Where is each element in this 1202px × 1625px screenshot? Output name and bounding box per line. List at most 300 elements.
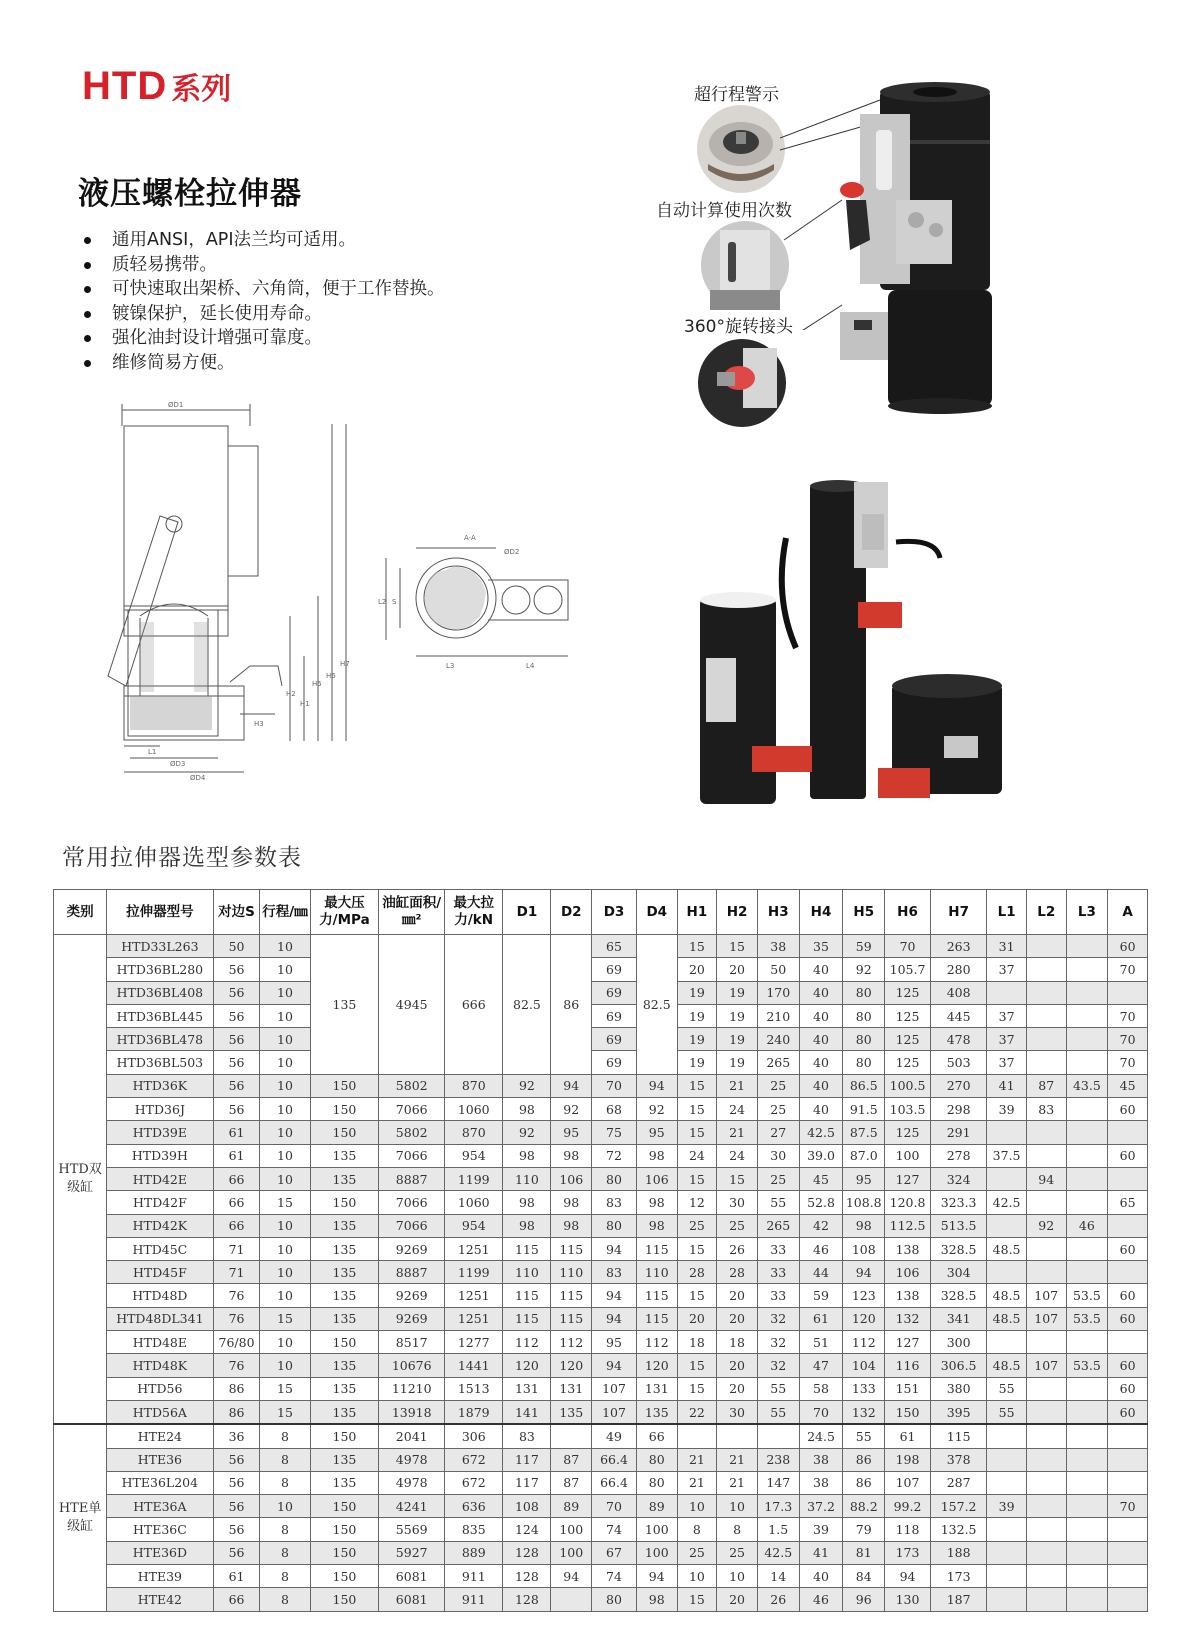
table-cell: 37 [987,958,1027,981]
table-cell: 135 [310,1167,379,1190]
table-cell: 30 [757,1144,799,1167]
table-cell [1066,1098,1108,1121]
table-cell: 10 [260,1121,310,1144]
table-cell: 1251 [445,1307,503,1330]
table-cell: 28 [717,1261,758,1284]
table-row [54,1191,1148,1214]
callout-overtravel: 超行程警示 [694,85,779,105]
table-cell: 128 [503,1565,551,1588]
table-header-cell: H1 [677,890,717,935]
table-cell: 87.0 [843,1144,885,1167]
table-cell: 132.5 [930,1518,986,1541]
table-cell: 128 [503,1588,551,1611]
callout-swivel: 360°旋转接头 [684,317,793,337]
table-cell: 70 [1108,958,1148,981]
table-cell [1066,1191,1108,1214]
table-cell: 107 [592,1377,637,1400]
table-row [54,1051,1148,1074]
table-cell: 8 [260,1424,310,1448]
table-cell: 100 [551,1518,592,1541]
table-cell: 81 [843,1541,885,1564]
table-cell: 15 [677,1377,717,1400]
table-cell: 123 [843,1284,885,1307]
table-cell: 104 [843,1354,885,1377]
table-cell: 19 [717,1004,758,1027]
table-cell: 10 [260,1237,310,1260]
feature-item: 通用ANSI，API法兰均可适用。 [80,228,445,253]
table-cell: 94 [843,1261,885,1284]
table-cell: 10 [260,1074,310,1097]
table-cell: 21 [677,1448,717,1471]
table-cell: 70 [1108,1004,1148,1027]
table-cell: 105.7 [885,958,931,981]
table-cell: 115 [503,1237,551,1260]
table-cell: 135 [636,1400,677,1424]
table-cell [1026,1565,1066,1588]
table-cell: 80 [636,1448,677,1471]
table-cell [1108,1541,1148,1564]
table-header-cell: 类别 [54,890,107,935]
table-cell: 17.3 [757,1495,799,1518]
table-cell: HTD48D [107,1284,213,1307]
table-cell: 98 [503,1191,551,1214]
table-cell [1066,1167,1108,1190]
table-cell [1066,1495,1108,1518]
table-cell: 125 [885,1028,931,1051]
table-cell [987,1167,1027,1190]
table-cell: 15 [260,1400,310,1424]
table-cell: 954 [445,1144,503,1167]
table-cell: 445 [930,1004,986,1027]
table-cell: 103.5 [885,1098,931,1121]
table-cell: 33 [757,1237,799,1260]
table-cell: 1277 [445,1331,503,1354]
table-cell: 150 [310,1541,379,1564]
table-cell: 80 [843,1004,885,1027]
table-cell [1026,1144,1066,1167]
table-row [54,935,1148,958]
table-cell: 100 [885,1144,931,1167]
table-cell: 55 [757,1377,799,1400]
table-cell: 56 [213,958,260,981]
table-cell [1066,1518,1108,1541]
table-cell: 92 [503,1121,551,1144]
table-cell: 98 [636,1214,677,1237]
table-cell [987,1331,1027,1354]
table-cell [1066,1261,1108,1284]
table-cell: HTD48E [107,1331,213,1354]
table-cell: 198 [885,1448,931,1471]
table-cell: 37.5 [987,1144,1027,1167]
table-cell: 124 [503,1518,551,1541]
table-cell: 120 [503,1354,551,1377]
table-cell: 147 [757,1471,799,1494]
table-cell: 478 [930,1028,986,1051]
table-row [54,1424,1148,1448]
table-row [54,1495,1148,1518]
table-cell: 56 [213,1471,260,1494]
table-cell: 8 [260,1471,310,1494]
table-cell: 36 [213,1424,260,1448]
table-cell [1108,1448,1148,1471]
table-header-cell: H6 [885,890,931,935]
table-cell: 89 [636,1495,677,1518]
table-cell: 37 [987,1004,1027,1027]
table-cell: 20 [717,1377,758,1400]
table-cell: 15 [677,1098,717,1121]
table-cell: HTD48K [107,1354,213,1377]
table-cell: 48.5 [987,1354,1027,1377]
table-cell [551,1588,592,1611]
table-cell: 40 [799,1565,843,1588]
table-cell [987,1518,1027,1541]
callout-counter: 自动计算使用次数 [656,201,792,221]
table-cell: 10 [260,1144,310,1167]
table-cell: 89 [551,1495,592,1518]
table-cell [987,981,1027,1004]
table-cell: 112.5 [885,1214,931,1237]
overtravel-detail-image [696,104,786,194]
table-cell: 15 [677,1354,717,1377]
table-cell: 187 [930,1588,986,1611]
table-cell: 61 [885,1424,931,1448]
table-cell [1066,1541,1108,1564]
table-cell: 138 [885,1237,931,1260]
table-cell: 115 [551,1284,592,1307]
table-cell: 59 [799,1284,843,1307]
table-cell [1026,1028,1066,1051]
table-cell: 911 [445,1565,503,1588]
table-cell: 40 [799,1074,843,1097]
table-cell: HTD56A [107,1400,213,1424]
table-cell [987,1214,1027,1237]
table-cell: 240 [757,1028,799,1051]
table-cell: 46 [799,1237,843,1260]
table-cell: 238 [757,1448,799,1471]
table-cell: 35 [799,935,843,958]
table-cell: 42.5 [757,1541,799,1564]
table-cell: 41 [799,1541,843,1564]
table-cell: 53.5 [1066,1307,1108,1330]
table-cell: 666 [445,935,503,1075]
table-cell: 8 [717,1518,758,1541]
table-row [54,1074,1148,1097]
table-cell: HTD36J [107,1098,213,1121]
table-header-cell: L1 [987,890,1027,935]
table-header-cell: D1 [503,890,551,935]
table-cell: 68 [592,1098,637,1121]
table-cell: 20 [717,1284,758,1307]
table-cell: 150 [310,1331,379,1354]
table-cell: 306.5 [930,1354,986,1377]
table-cell: 306 [445,1424,503,1448]
table-cell: 135 [310,1144,379,1167]
table-cell [551,1424,592,1448]
table-cell: 127 [885,1331,931,1354]
table-cell: 56 [213,1448,260,1471]
table-cell [1026,1541,1066,1564]
table-cell: 8887 [379,1167,445,1190]
drawing-label-d1: ØD1 [168,401,184,409]
table-cell: 70 [592,1074,637,1097]
page-title: 液压螺栓拉伸器 [78,176,302,212]
table-cell: 87 [1026,1074,1066,1097]
drawing-label-d4: ØD4 [190,774,206,782]
table-row [54,1237,1148,1260]
table-cell: 25 [757,1074,799,1097]
table-row [54,1028,1148,1051]
table-header-cell: H4 [799,890,843,935]
table-cell [1026,1121,1066,1144]
table-header-cell: 行程/㎜ [260,890,310,935]
table-cell: 835 [445,1518,503,1541]
table-cell [1066,1565,1108,1588]
table-cell: 20 [717,1354,758,1377]
table-cell: 15 [677,1284,717,1307]
table-cell: 5802 [379,1121,445,1144]
table-cell: 70 [1108,1051,1148,1074]
table-cell: 94 [636,1565,677,1588]
table-cell: HTD39H [107,1144,213,1167]
table-cell: 59 [843,935,885,958]
table-cell: 84 [843,1565,885,1588]
table-cell: 20 [717,958,758,981]
table-cell: 76 [213,1284,260,1307]
table-cell: 112 [503,1331,551,1354]
table-cell: HTD56 [107,1377,213,1400]
table-cell: 24 [717,1144,758,1167]
table-cell: 10 [260,981,310,1004]
table-cell: 118 [885,1518,931,1541]
table-cell: 94 [551,1074,592,1097]
table-cell: 107 [1026,1284,1066,1307]
table-cell: 56 [213,1541,260,1564]
table-cell [1066,1004,1108,1027]
table-cell: 106 [885,1261,931,1284]
table-cell: 8 [677,1518,717,1541]
table-cell: 40 [799,1051,843,1074]
table-cell: 8 [260,1588,310,1611]
drawing-label-h3: H3 [254,720,264,728]
table-row [54,1144,1148,1167]
table-cell: 37.2 [799,1495,843,1518]
table-cell: 115 [636,1237,677,1260]
table-cell: 25 [757,1098,799,1121]
table-cell [1066,1471,1108,1494]
table-cell: 131 [551,1377,592,1400]
table-cell [1026,1495,1066,1518]
table-cell: 60 [1108,935,1148,958]
table-cell: 40 [799,981,843,1004]
table-row [54,1471,1148,1494]
table-cell: 130 [885,1588,931,1611]
table-row [54,1261,1148,1284]
table-cell: 503 [930,1051,986,1074]
table-cell: 80 [592,1214,637,1237]
table-cell [1108,1588,1148,1611]
table-cell: 125 [885,1051,931,1074]
table-cell: 107 [592,1400,637,1424]
table-cell: 80 [843,981,885,1004]
table-cell [1066,1028,1108,1051]
table-cell: 41 [987,1074,1027,1097]
table-cell: 66.4 [592,1471,637,1494]
drawing-label-h7: H7 [340,660,350,668]
table-cell: 120.8 [885,1191,931,1214]
table-cell: 135 [310,1237,379,1260]
table-cell: 15 [677,1121,717,1144]
table-cell: 5802 [379,1074,445,1097]
table-cell: 1.5 [757,1518,799,1541]
table-cell: 18 [677,1331,717,1354]
table-cell: 92 [551,1098,592,1121]
table-cell: 15 [677,1588,717,1611]
table-cell [1108,1214,1148,1237]
table-cell: 33 [757,1261,799,1284]
table-cell [1026,958,1066,981]
table-header-cell: L3 [1066,890,1108,935]
table-header-cell: H3 [757,890,799,935]
table-header-cell: 油缸面积/㎜² [379,890,445,935]
table-cell: 98 [551,1144,592,1167]
table-row [54,1098,1148,1121]
table-cell: 83 [592,1261,637,1284]
table-cell: 672 [445,1471,503,1494]
table-cell: 115 [551,1307,592,1330]
table-cell: HTD42F [107,1191,213,1214]
table-cell: 131 [636,1377,677,1400]
table-cell: 100 [551,1541,592,1564]
table-cell [987,1121,1027,1144]
table-cell: 1879 [445,1400,503,1424]
table-cell: 328.5 [930,1284,986,1307]
table-cell: HTD48DL341 [107,1307,213,1330]
table-cell: 115 [636,1284,677,1307]
table-cell: 138 [885,1284,931,1307]
table-cell: 45 [799,1167,843,1190]
table-cell [1066,1051,1108,1074]
table-cell: 94 [592,1307,637,1330]
table-cell: 50 [213,935,260,958]
table-cell: 8 [260,1518,310,1541]
table-cell: 10 [260,1331,310,1354]
table-cell: 76 [213,1307,260,1330]
table-cell [1066,981,1108,1004]
table-cell: 12 [677,1191,717,1214]
table-cell: 27 [757,1121,799,1144]
table-cell: 56 [213,1051,260,1074]
feature-item: 可快速取出架桥、六角筒，便于工作替换。 [80,277,445,302]
table-cell: 24.5 [799,1424,843,1448]
table-cell: 110 [636,1261,677,1284]
table-cell: 100 [636,1518,677,1541]
table-cell: 15 [260,1307,310,1330]
table-cell: HTE36C [107,1518,213,1541]
table-cell: 141 [503,1400,551,1424]
table-cell: 30 [717,1191,758,1214]
brand-prefix: HTD [82,64,168,108]
table-cell: 378 [930,1448,986,1471]
table-cell: 99.2 [885,1495,931,1518]
table-cell: 88.2 [843,1495,885,1518]
table-cell: 56 [213,1004,260,1027]
table-cell: 60 [1108,1098,1148,1121]
table-cell: 8 [260,1565,310,1588]
drawing-label-h5: H5 [312,680,322,688]
table-cell: HTE36A [107,1495,213,1518]
table-cell: 70 [1108,1495,1148,1518]
table-cell: 25 [757,1167,799,1190]
table-cell: 10 [260,1214,310,1237]
table-cell: 15 [677,1074,717,1097]
table-cell [987,1424,1027,1448]
table-cell: 60 [1108,1237,1148,1260]
table-cell: 151 [885,1377,931,1400]
table-cell: 8517 [379,1331,445,1354]
table-cell: 25 [677,1541,717,1564]
table-cell: 80 [592,1588,637,1611]
table-cell [987,1565,1027,1588]
table-cell: 128 [503,1541,551,1564]
table-cell: 43.5 [1066,1074,1108,1097]
table-cell: 70 [1108,1028,1148,1051]
table-cell: 408 [930,981,986,1004]
table-cell: 125 [885,1004,931,1027]
table-cell: 31 [987,935,1027,958]
table-cell: 21 [677,1471,717,1494]
table-cell: 61 [213,1144,260,1167]
table-cell: 60 [1108,1400,1148,1424]
table-row [54,1004,1148,1027]
table-cell: 40 [799,958,843,981]
table-cell: 87.5 [843,1121,885,1144]
table-header-cell: D4 [636,890,677,935]
table-cell: 60 [1108,1354,1148,1377]
table-cell: 74 [592,1565,637,1588]
table-cell: 38 [799,1471,843,1494]
table-cell: 80 [636,1471,677,1494]
table-cell [1026,1424,1066,1448]
table-cell: 127 [885,1167,931,1190]
table-cell: 98 [503,1144,551,1167]
table-cell: HTD36K [107,1074,213,1097]
table-cell: 120 [843,1307,885,1330]
table-cell: 1513 [445,1377,503,1400]
table-cell: 42.5 [987,1191,1027,1214]
table-cell: 92 [503,1074,551,1097]
table-cell: 135 [310,1284,379,1307]
table-cell: 58 [799,1377,843,1400]
table-cell: 66 [213,1191,260,1214]
table-cell: 100.5 [885,1074,931,1097]
table-cell [1066,1588,1108,1611]
drawing-label-d3: ØD3 [170,760,186,768]
table-cell: 55 [757,1400,799,1424]
drawing-label-s: S [392,598,397,606]
table-cell: 10 [677,1495,717,1518]
table-cell: 150 [310,1074,379,1097]
table-cell: 66 [213,1588,260,1611]
table-cell: 20 [677,1307,717,1330]
table-cell: 47 [799,1354,843,1377]
table-cell: 19 [677,1004,717,1027]
table-cell: 60 [1108,1144,1148,1167]
table-cell: 132 [885,1307,931,1330]
feature-item: 强化油封设计增强可靠度。 [80,326,445,351]
table-cell: 10 [260,1495,310,1518]
table-cell: 18 [717,1331,758,1354]
table-cell: 110 [503,1167,551,1190]
